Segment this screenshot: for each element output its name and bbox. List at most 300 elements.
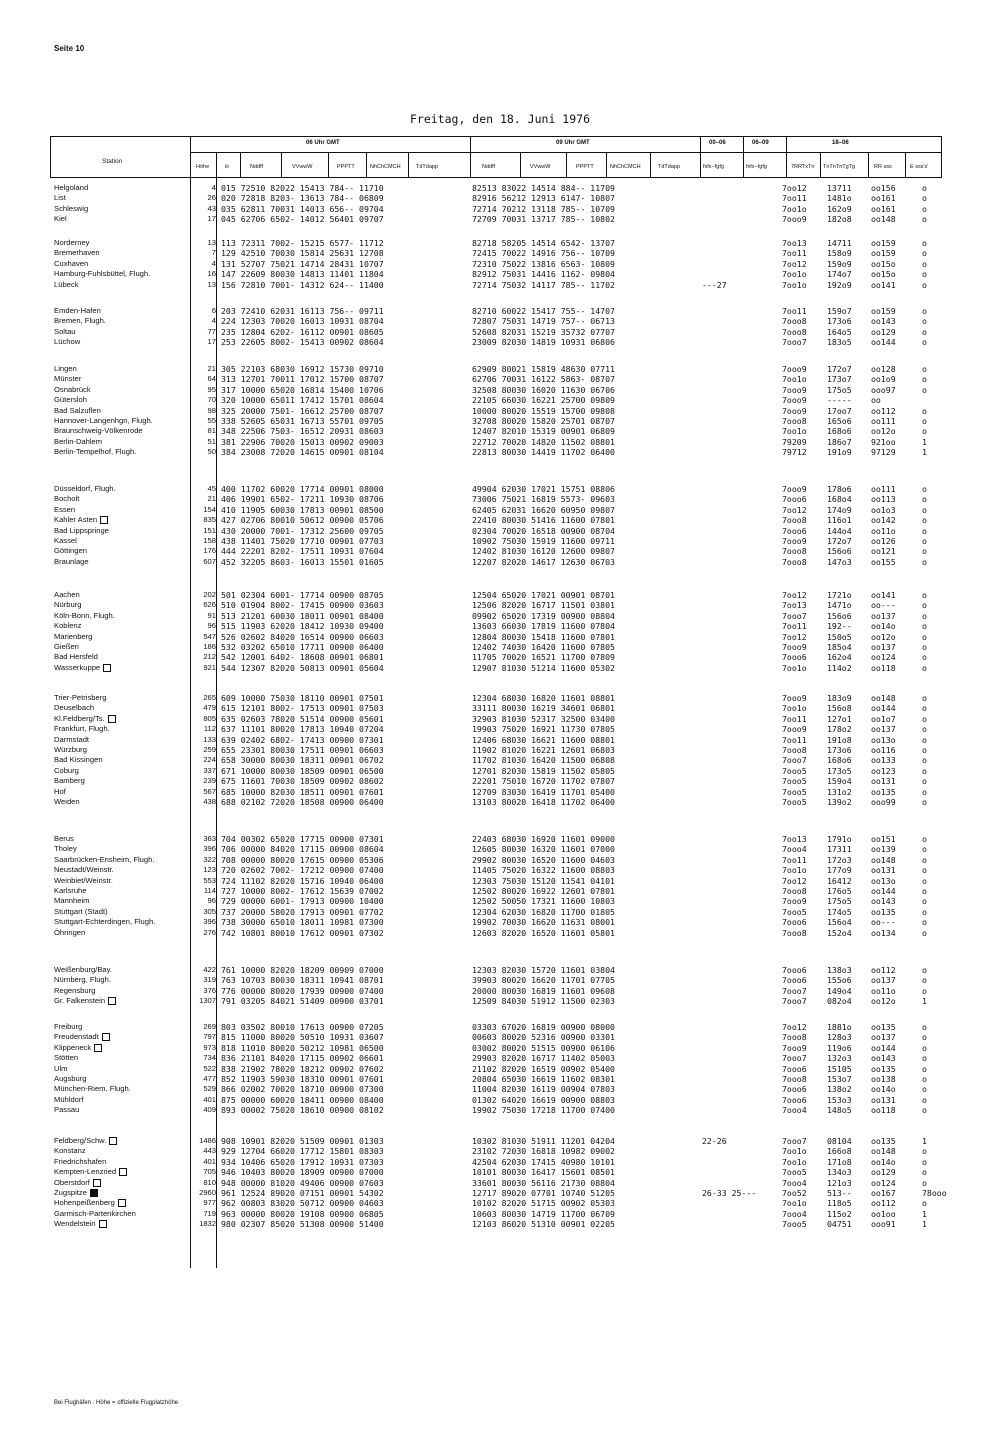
station-name-text: Gütersloh xyxy=(54,395,87,405)
snow-group: o xyxy=(922,834,927,844)
obs-06-gmt: 737 20000 58020 17913 00901 07702 xyxy=(221,906,384,917)
snow-group: o xyxy=(922,985,927,996)
obs-09-gmt: 12603 82020 16520 11601 05801 xyxy=(472,927,615,938)
empty-square-icon xyxy=(94,1044,102,1052)
station-name-text: Tholey xyxy=(54,844,77,854)
obs-06-gmt: 893 00002 75020 18610 00900 08102 xyxy=(221,1105,384,1116)
obs-06-gmt: 203 72410 62031 16113 756-- 09711 xyxy=(221,306,384,316)
table-row xyxy=(0,1105,1000,1115)
snow-group: o xyxy=(922,927,927,938)
station-name-text: Soltau xyxy=(54,326,76,336)
min-temp-code: 7ooo5 xyxy=(782,906,807,917)
obs-09-gmt: 82710 60022 15417 755-- 14707 xyxy=(472,306,615,316)
snow-group: o xyxy=(922,1146,927,1157)
temp-group: 17oo7 xyxy=(827,405,852,416)
snow-group: o xyxy=(922,258,927,269)
station-name xyxy=(54,306,101,316)
temp-group: 191o8 xyxy=(827,734,852,745)
temp-group: 178o6 xyxy=(827,484,852,494)
header-rr-sss: RR sss xyxy=(874,164,892,170)
station-group xyxy=(0,306,1000,348)
station-name-text: Aachen xyxy=(54,590,80,599)
table-row xyxy=(0,526,1000,536)
station-name-text: Öhringen xyxy=(54,927,86,937)
min-temp-code: 7oo11 xyxy=(782,713,807,724)
header-hoehe: Höhe xyxy=(196,164,210,170)
temp-group: 165o6 xyxy=(827,415,852,426)
station-name-text: Freudenstadt xyxy=(54,1032,99,1042)
obs-09-gmt: 23102 72030 16818 10982 09002 xyxy=(472,1146,615,1157)
temp-group: 162o9 xyxy=(827,203,852,214)
obs-09-gmt: 13603 66030 17819 11600 07804 xyxy=(472,621,615,632)
elevation: 26 xyxy=(207,193,216,203)
min-temp-code: 7oo12 xyxy=(782,183,807,193)
min-temp-code: 7oo12 xyxy=(782,875,807,886)
obs-06-gmt: 875 00000 60020 18411 00900 08400 xyxy=(221,1094,384,1105)
table-row xyxy=(0,787,1000,797)
elevation: 607 xyxy=(203,556,216,566)
table-row xyxy=(0,406,1000,416)
elevation: 477 xyxy=(203,1073,216,1083)
temp-group: 513-- xyxy=(827,1187,852,1198)
precip-group: oo131 xyxy=(871,776,896,787)
elevation: 259 xyxy=(203,744,216,754)
obs-09-gmt: 72714 70212 13118 785-- 10709 xyxy=(472,203,615,214)
obs-06-gmt: 384 23008 72020 14615 00901 08104 xyxy=(221,447,384,458)
station-group xyxy=(0,965,1000,1007)
elevation: 363 xyxy=(203,834,216,843)
snow-group: 1 xyxy=(922,447,927,458)
obs-09-gmt: 12304 68030 16820 11601 08801 xyxy=(472,693,615,703)
obs-09-gmt: 12907 81030 51214 11600 05302 xyxy=(472,662,615,673)
obs-09-gmt: 20000 80030 16819 11601 09608 xyxy=(472,985,615,996)
elevation: 154 xyxy=(203,504,216,514)
station-name xyxy=(54,484,116,494)
min-temp-code: 7oo1o xyxy=(782,1146,807,1157)
precip-group: oo135 xyxy=(871,786,896,797)
empty-square-icon xyxy=(99,1220,107,1228)
precip-group: oo159 xyxy=(871,306,896,316)
obs-09-gmt: 19902 75030 17218 11700 07400 xyxy=(472,1105,615,1116)
snow-group: o xyxy=(922,786,927,797)
temp-group: 168o4 xyxy=(827,494,852,505)
temp-group: 162o4 xyxy=(827,652,852,663)
obs-06-gmt: 313 12701 70011 17012 15700 08707 xyxy=(221,374,384,385)
obs-09-gmt: 62405 62031 16620 60950 09807 xyxy=(472,504,615,515)
snow-group: o xyxy=(922,1198,927,1209)
precip-group: ooo91 xyxy=(871,1219,896,1230)
station-name-text: Weinbiet/Weinstr. xyxy=(54,875,113,885)
obs-06-gmt: 838 21902 78020 18212 00902 07602 xyxy=(221,1063,384,1074)
precip-group: oo14o xyxy=(871,1084,896,1095)
obs-09-gmt: 19903 75020 16921 11730 07805 xyxy=(472,724,615,735)
min-temp-code: 7ooo6 xyxy=(782,917,807,928)
snow-group: o xyxy=(922,405,927,416)
table-row xyxy=(0,395,1000,405)
empty-square-icon xyxy=(108,715,116,723)
header-tn: TnTnTnTgTg xyxy=(823,164,856,170)
temp-group: 176o5 xyxy=(827,885,852,896)
header-09-gmt: 09 Uhr GMT xyxy=(556,140,590,146)
station-name xyxy=(54,965,112,975)
obs-09-gmt: 12506 82020 16717 11501 03801 xyxy=(472,600,615,611)
temp-group: 1791o xyxy=(827,834,852,844)
min-temp-code: 7oo11 xyxy=(782,621,807,632)
station-name xyxy=(54,917,155,927)
snow-group: o xyxy=(922,279,927,290)
min-temp-code: 7ooo7 xyxy=(782,337,807,348)
elevation: 522 xyxy=(203,1063,216,1073)
elevation: 567 xyxy=(203,786,216,796)
temp-group: 121o3 xyxy=(827,1177,852,1188)
elevation: 21 xyxy=(207,364,216,373)
header-gust-00-06: fxfx−fgfg xyxy=(703,164,724,170)
obs-09-gmt: 11004 82030 16119 00904 07803 xyxy=(472,1084,615,1095)
station-name xyxy=(54,787,66,797)
table-row xyxy=(0,306,1000,316)
precip-group: oo139 xyxy=(871,844,896,855)
temp-group: 114o2 xyxy=(827,662,852,673)
min-temp-code: 79712 xyxy=(782,447,807,458)
min-temp-code: 7ooo9 xyxy=(782,535,807,546)
min-temp-code: 7oo1o xyxy=(782,703,807,714)
elevation: 96 xyxy=(207,621,216,631)
temp-group: ----- xyxy=(827,395,852,406)
station-name-text: Trier-Petrisberg xyxy=(54,693,107,702)
elevation: 114 xyxy=(203,885,216,895)
obs-06-gmt: 637 11101 80020 17813 10940 07204 xyxy=(221,724,384,735)
precip-group: oo112 xyxy=(871,1198,896,1209)
table-row xyxy=(0,505,1000,515)
station-name xyxy=(54,1167,127,1177)
table-row xyxy=(0,996,1000,1006)
obs-09-gmt: 12402 81030 16120 12600 09807 xyxy=(472,546,615,557)
station-name-text: Wendelstein xyxy=(54,1219,96,1229)
header-06-dewpoint: TdTdapp xyxy=(416,164,439,170)
obs-06-gmt: 948 00000 81020 49406 00900 07603 xyxy=(221,1177,384,1188)
obs-09-gmt: 72807 75031 14719 757-- 06713 xyxy=(472,316,615,327)
min-temp-code: 7ooo6 xyxy=(782,652,807,663)
obs-06-gmt: 224 12303 70020 16013 10931 08704 xyxy=(221,316,384,327)
table-row xyxy=(0,327,1000,337)
precip-group: oo124 xyxy=(871,652,896,663)
station-group xyxy=(0,238,1000,290)
elevation: 396 xyxy=(203,844,216,854)
obs-09-gmt: 12303 75030 15120 11541 04101 xyxy=(472,875,615,886)
station-group xyxy=(0,364,1000,458)
table-row xyxy=(0,1032,1000,1042)
min-temp-code: 7ooo8 xyxy=(782,556,807,567)
temp-group: 178o2 xyxy=(827,724,852,735)
temp-group: 115o2 xyxy=(827,1208,852,1219)
station-name-text: Bad Lippspringe xyxy=(54,525,109,535)
min-temp-code: 7oo52 xyxy=(782,1187,807,1198)
precip-group: oo112 xyxy=(871,965,896,975)
obs-09-gmt: 29902 80030 16520 11600 04603 xyxy=(472,854,615,865)
precip-group: oo137 xyxy=(871,610,896,621)
temp-group: 148o5 xyxy=(827,1105,852,1116)
precip-group: oo131 xyxy=(871,865,896,876)
precip-group: oo159 xyxy=(871,238,896,248)
min-temp-code: 7ooo6 xyxy=(782,965,807,975)
header-e-sss: E sss's' xyxy=(910,164,929,170)
obs-06-gmt: 685 10000 82030 18511 00901 07601 xyxy=(221,786,384,797)
station-name xyxy=(54,385,91,395)
precip-group: oo135 xyxy=(871,1063,896,1074)
precip-group: oo113 xyxy=(871,494,896,505)
elevation: 202 xyxy=(203,590,216,599)
min-temp-code: 7oo13 xyxy=(782,834,807,844)
min-temp-code: 7oo1o xyxy=(782,1156,807,1167)
station-name-text: Kassel xyxy=(54,535,77,545)
table-row xyxy=(0,183,1000,193)
min-temp-code: 7ooo8 xyxy=(782,515,807,526)
obs-09-gmt: 13103 80020 16418 11702 06400 xyxy=(472,796,615,807)
elevation: 21 xyxy=(207,494,216,504)
obs-06-gmt: 501 02304 6001- 17714 00900 08705 xyxy=(221,590,384,600)
header-09-clouds: NhChCMCH xyxy=(610,164,641,170)
obs-06-gmt: 147 22609 80030 14813 11401 11804 xyxy=(221,269,384,280)
station-name-text: Bremen, Flugh. xyxy=(54,316,106,326)
station-name xyxy=(54,1136,117,1146)
snow-group: o xyxy=(922,896,927,907)
table-row xyxy=(0,766,1000,776)
obs-09-gmt: 82718 58205 14514 6542- 13707 xyxy=(472,238,615,248)
header-7rr: 7RRTxTn xyxy=(791,164,815,170)
station-name xyxy=(54,269,150,279)
station-name-text: Helgoland xyxy=(54,183,89,192)
table-row xyxy=(0,1146,1000,1156)
elevation: 276 xyxy=(203,927,216,937)
station-name xyxy=(54,797,80,807)
snow-group: o xyxy=(922,1053,927,1064)
obs-09-gmt: 11405 75020 16322 11600 08803 xyxy=(472,865,615,876)
elevation: 176 xyxy=(203,546,216,556)
station-name-text: Kempten-Lenzried xyxy=(54,1167,117,1177)
station-name xyxy=(54,1043,102,1053)
station-name xyxy=(54,374,81,384)
temp-group: 159o7 xyxy=(827,306,852,316)
station-name xyxy=(54,766,79,776)
obs-06-gmt: 704 00302 65020 17715 00900 07301 xyxy=(221,834,384,844)
obs-06-gmt: 452 32205 8603- 16013 15501 01605 xyxy=(221,556,384,567)
obs-06-gmt: 156 72810 7001- 14312 624-- 11400 xyxy=(221,279,384,290)
station-name xyxy=(54,907,108,917)
elevation: 212 xyxy=(203,652,216,662)
precip-group: oo118 xyxy=(871,662,896,673)
station-name-text: Berlin-Dahlem xyxy=(54,436,103,446)
header-09-nddff: Nddff xyxy=(482,164,496,170)
obs-09-gmt: 02304 70020 16518 00900 08704 xyxy=(472,525,615,536)
min-temp-code: 7ooo8 xyxy=(782,927,807,938)
snow-group: o xyxy=(922,1094,927,1105)
station-name-text: Neustadt/Weinstr. xyxy=(54,865,114,875)
snow-group: o xyxy=(922,854,927,865)
obs-06-gmt: 526 02602 84020 16514 00900 06603 xyxy=(221,631,384,642)
precip-group: oo159 xyxy=(871,248,896,259)
obs-06-gmt: 675 11601 70030 18509 00902 08602 xyxy=(221,776,384,787)
obs-09-gmt: 09902 65020 17319 00900 08804 xyxy=(472,610,615,621)
table-row xyxy=(0,965,1000,975)
temp-group: 171o8 xyxy=(827,1156,852,1167)
temp-group: 183o9 xyxy=(827,693,852,703)
station-name xyxy=(54,703,94,713)
obs-06-gmt: 708 00000 80020 17615 00900 05306 xyxy=(221,854,384,865)
station-name-text: Wasserkuppe xyxy=(54,662,101,672)
min-temp-code: 7ooo4 xyxy=(782,1105,807,1116)
station-name-text: Mühldorf xyxy=(54,1094,84,1104)
table-header xyxy=(50,136,942,178)
obs-09-gmt: 10000 80020 15519 15700 09808 xyxy=(472,405,615,416)
precip-group: oo133 xyxy=(871,755,896,766)
table-row xyxy=(0,865,1000,875)
snow-group: o xyxy=(922,203,927,214)
station-name-text: Essen xyxy=(54,504,76,514)
precip-group: oo11o xyxy=(871,525,896,536)
elevation: 6 xyxy=(211,306,216,315)
table-row xyxy=(0,193,1000,203)
station-name xyxy=(54,776,85,786)
station-name xyxy=(54,652,98,662)
obs-09-gmt: 12804 80030 15418 11600 07801 xyxy=(472,631,615,642)
station-name-text: Lüchow xyxy=(54,337,81,347)
min-temp-code: 7ooo9 xyxy=(782,214,807,225)
temp-group: 177o9 xyxy=(827,865,852,876)
snow-group: o xyxy=(922,631,927,642)
snow-group: o xyxy=(922,652,927,663)
temp-group: 166o8 xyxy=(827,1146,852,1157)
snow-group: o xyxy=(922,1063,927,1074)
obs-06-gmt: 113 72311 7002- 15215 6577- 11712 xyxy=(221,238,384,248)
min-temp-code: 7oo12 xyxy=(782,1022,807,1032)
snow-group: o xyxy=(922,865,927,876)
min-temp-code: 7ooo8 xyxy=(782,744,807,755)
header-18-06: 18–06 xyxy=(832,140,849,146)
elevation: 409 xyxy=(203,1105,216,1115)
obs-06-gmt: 815 11000 80020 50510 10931 03607 xyxy=(221,1032,384,1043)
temp-group: 153o7 xyxy=(827,1073,852,1084)
station-name-text: Bocholt xyxy=(54,494,80,504)
station-name xyxy=(54,536,77,546)
obs-06-gmt: 724 11102 82020 15716 10940 06400 xyxy=(221,875,384,886)
station-name xyxy=(54,1022,82,1032)
obs-06-gmt: 866 02002 70020 18710 00900 07300 xyxy=(221,1084,384,1095)
precip-group: oo135 xyxy=(871,1022,896,1032)
table-row xyxy=(0,1022,1000,1032)
station-name-text: Marienberg xyxy=(54,631,93,641)
obs-06-gmt: 980 02307 85020 51308 00900 51400 xyxy=(221,1219,384,1230)
min-temp-code: 7oo1o xyxy=(782,269,807,280)
station-name xyxy=(54,886,87,896)
elevation: 553 xyxy=(203,875,216,885)
min-temp-code: 7ooo6 xyxy=(782,494,807,505)
station-name-text: Kahler Asten xyxy=(54,515,98,525)
min-temp-code: 7oo1o xyxy=(782,1198,807,1209)
station-name-text: Stötten xyxy=(54,1053,79,1063)
obs-09-gmt: 11702 81030 16420 11500 06808 xyxy=(472,755,615,766)
temp-group: 174o5 xyxy=(827,906,852,917)
temp-group: 128o3 xyxy=(827,1032,852,1043)
temp-group: 173o5 xyxy=(827,765,852,776)
elevation: 479 xyxy=(203,703,216,713)
snow-group: o xyxy=(922,1167,927,1178)
snow-group: 1 xyxy=(922,436,927,447)
min-temp-code: 7ooo9 xyxy=(782,1042,807,1053)
station-name-text: Kiel xyxy=(54,214,67,224)
min-temp-code: 7oo11 xyxy=(782,193,807,204)
obs-09-gmt: 12207 82020 14617 12630 06703 xyxy=(472,556,615,567)
table-row xyxy=(0,238,1000,248)
temp-group: 156o8 xyxy=(827,703,852,714)
table-row xyxy=(0,745,1000,755)
header-09-dewpoint: TdTdapp xyxy=(658,164,681,170)
min-temp-code: 7oo11 xyxy=(782,734,807,745)
obs-06-gmt: 658 30000 80030 18311 00901 06702 xyxy=(221,755,384,766)
table-row xyxy=(0,652,1000,662)
snow-group: o xyxy=(922,662,927,673)
station-name xyxy=(54,505,75,515)
table-row xyxy=(0,248,1000,258)
snow-group: o xyxy=(922,374,927,385)
station-name xyxy=(54,663,111,673)
station-name-text: Kl.Feldberg/Ts. xyxy=(54,713,105,723)
precip-group: oo134 xyxy=(871,927,896,938)
table-row xyxy=(0,269,1000,279)
station-name-text: Berlin-Tempelhof, Flugh. xyxy=(54,447,137,457)
station-name xyxy=(54,204,88,214)
temp-group: 1481o xyxy=(827,193,852,204)
temp-group: 116o1 xyxy=(827,515,852,526)
precip-group: oo137 xyxy=(871,724,896,735)
obs-06-gmt: 427 02706 80010 50612 00900 05706 xyxy=(221,515,384,526)
snow-group: o xyxy=(922,546,927,557)
obs-09-gmt: 32708 80020 15820 25701 08707 xyxy=(472,415,615,426)
min-temp-code: 7ooo9 xyxy=(782,641,807,652)
min-temp-code: 7ooo7 xyxy=(782,755,807,766)
temp-group: 153o3 xyxy=(827,1094,852,1105)
obs-06-gmt: 325 20000 7501- 16612 25700 08707 xyxy=(221,405,384,416)
table-row xyxy=(0,797,1000,807)
obs-06-gmt: 639 02402 6802- 17413 00900 07301 xyxy=(221,734,384,745)
obs-09-gmt: 12303 82030 15720 11601 03804 xyxy=(472,965,615,975)
snow-group: 78ooo xyxy=(922,1187,947,1198)
station-name xyxy=(54,1198,126,1208)
elevation: 1307 xyxy=(199,996,216,1006)
precip-group: oo156 xyxy=(871,183,896,193)
snow-group: o xyxy=(922,755,927,766)
station-name xyxy=(54,975,111,985)
obs-06-gmt: 946 10403 80020 18909 00900 07000 xyxy=(221,1167,384,1178)
snow-group: o xyxy=(922,641,927,652)
precip-group: oo1oo xyxy=(871,1208,896,1219)
snow-group: o xyxy=(922,556,927,567)
elevation: 396 xyxy=(203,917,216,927)
elevation: 401 xyxy=(203,1156,216,1166)
station-name xyxy=(54,1178,101,1188)
obs-09-gmt: 72709 70031 13717 785-- 10802 xyxy=(472,214,615,225)
elevation: 70 xyxy=(207,395,216,405)
precip-group: oo143 xyxy=(871,1053,896,1064)
obs-06-gmt: 655 23301 80030 17511 00901 06603 xyxy=(221,744,384,755)
precip-group: oo151 xyxy=(871,834,896,844)
snow-group: o xyxy=(922,1105,927,1116)
obs-09-gmt: 12509 84030 51912 11500 02303 xyxy=(472,996,615,1007)
precip-group: oo124 xyxy=(871,1177,896,1188)
min-temp-code: 7ooo7 xyxy=(782,610,807,621)
min-temp-code: 7oo1o xyxy=(782,865,807,876)
station-name-text: Augsburg xyxy=(54,1073,87,1083)
temp-group: 150o5 xyxy=(827,631,852,642)
